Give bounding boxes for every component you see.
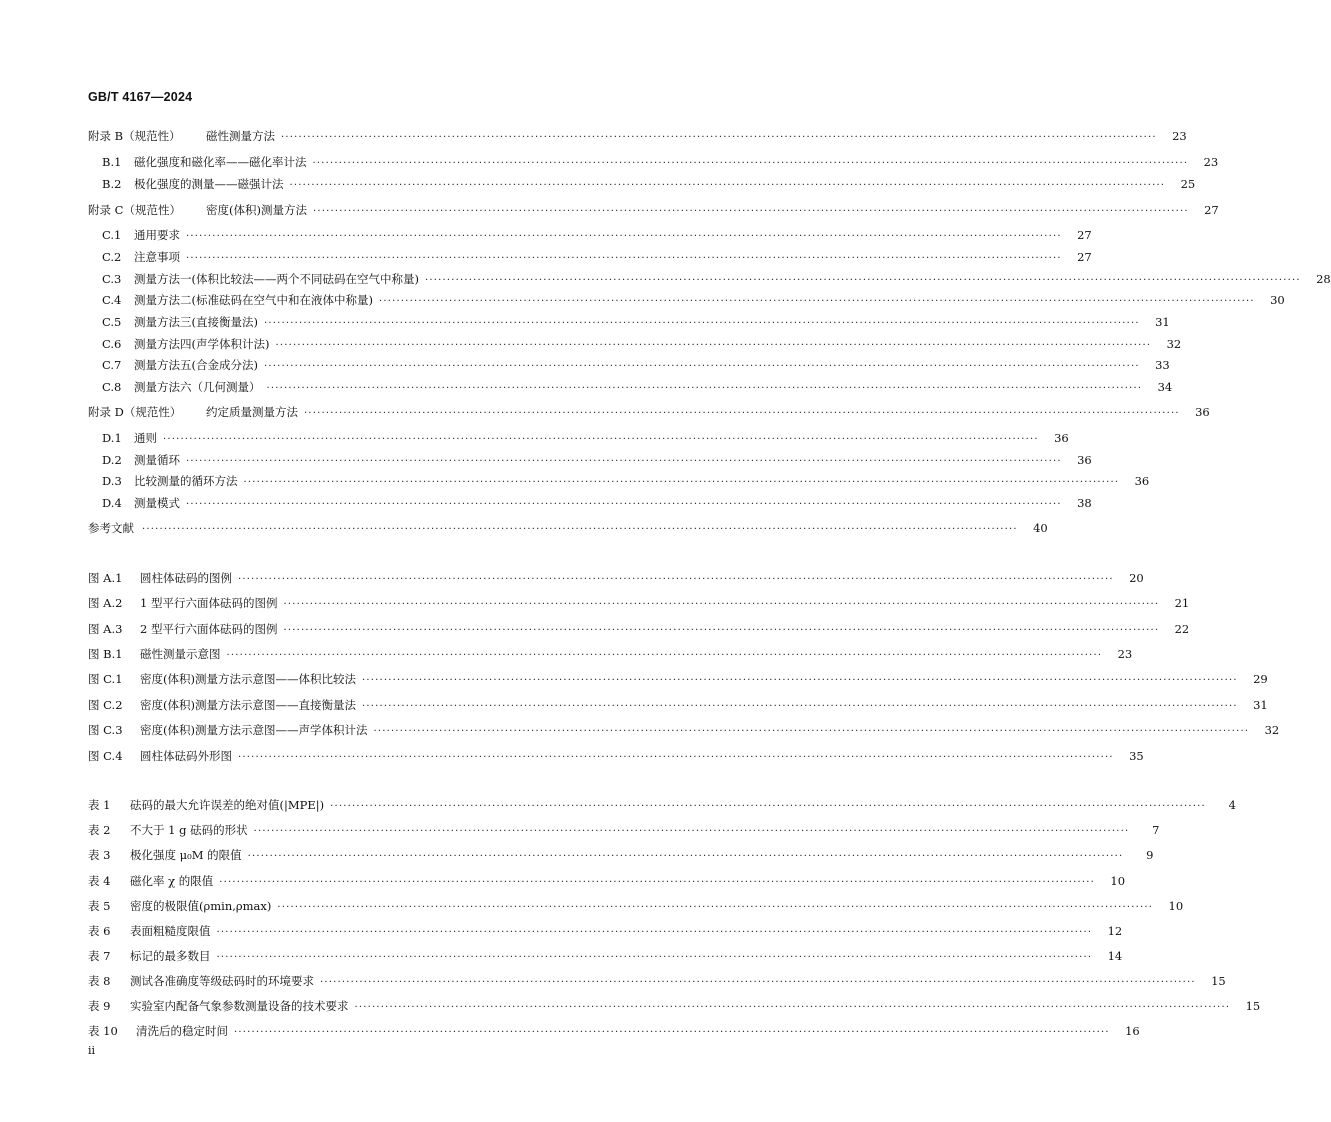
toc-entry-page: 34: [1157, 380, 1173, 394]
toc-entry[interactable]: [0, 569, 1144, 587]
toc-leader-dots: ········································································································································································································: [354, 1002, 1231, 1013]
toc-entry-number: 参考文献: [88, 521, 134, 535]
toc-leader-dots: ········································································································································································································: [216, 952, 1093, 963]
toc-entry-number: D.1: [102, 431, 122, 445]
toc-entry-page: 15: [1211, 974, 1226, 988]
toc-entry[interactable]: [0, 997, 1261, 1015]
toc-entry-page: 12: [1107, 924, 1123, 938]
toc-entry-title: 密度(体积)测量方法示意图——声学体积计法: [140, 723, 368, 737]
toc-entry-lead: [88, 721, 367, 739]
toc-leader-dots: ········································································································································································································: [263, 361, 1140, 372]
toc-entry-title: 1 型平行六面体砝码的图例: [140, 596, 278, 610]
toc-entry[interactable]: [0, 451, 1092, 469]
toc-entry-page: 35: [1129, 749, 1144, 763]
toc-entry-title: 测量方法六（几何测量）: [134, 380, 261, 394]
toc-leader-dots: ········································································································································································································: [266, 383, 1143, 394]
toc-entry-lead: [102, 291, 373, 309]
toc-entry-page: 23: [1117, 647, 1133, 661]
toc-entry[interactable]: [0, 201, 1219, 219]
toc-entry-lead: [88, 670, 356, 688]
toc-entry-page: 23: [1172, 129, 1187, 143]
toc-entry[interactable]: [0, 821, 1160, 839]
toc-entry[interactable]: [0, 846, 1154, 864]
page-number: ii: [88, 1044, 96, 1057]
toc-entry[interactable]: [0, 429, 1069, 447]
toc-entry-title: 密度(体积)测量方法示意图——体积比较法: [140, 672, 356, 686]
toc-entry-lead: [88, 594, 277, 612]
toc-entry-number: D.2: [102, 453, 122, 467]
toc-entry-number: 表 2: [88, 823, 111, 837]
toc-leader-dots: ········································································································································································································: [186, 456, 1062, 467]
toc-entry-lead: [88, 897, 271, 915]
toc-entry[interactable]: [0, 248, 1092, 266]
toc-entry-lead: [88, 747, 232, 765]
toc-entry-lead: [88, 201, 307, 219]
toc-entry-title: 密度的极限值(ρmin,ρmax): [130, 899, 272, 913]
toc-entry[interactable]: [0, 670, 1268, 688]
toc-entry-title: 测试各准确度等级砝码时的环境要求: [130, 974, 314, 988]
toc-leader-dots: ········································································································································································································: [253, 826, 1130, 837]
toc-entry-title: 清洗后的稳定时间: [136, 1024, 228, 1038]
toc-entry-title: 圆柱体砝码的图例: [140, 571, 232, 585]
toc-entry[interactable]: [0, 356, 1170, 374]
toc-entry[interactable]: [0, 519, 1048, 537]
toc-entry-title: 密度(体积)测量方法示意图——直接衡量法: [140, 698, 356, 712]
toc-leader-dots: ········································································································································································································: [281, 132, 1157, 143]
toc-entry-page: 23: [1203, 155, 1219, 169]
toc-entry-number: 图 C.1: [88, 672, 123, 686]
toc-entry[interactable]: [0, 796, 1236, 814]
toc-entry[interactable]: [0, 127, 1187, 145]
toc-entry-title: 测量方法三(直接衡量法): [134, 315, 258, 329]
toc-leader-dots: ········································································································································································································: [289, 180, 1166, 191]
toc-leader-dots: ········································································································································································································: [226, 650, 1103, 661]
toc-entry-title: 测量方法五(合金成分法): [134, 358, 258, 372]
toc-leader-dots: ········································································································································································································: [238, 574, 1114, 585]
toc-entry-number: 表 7: [88, 949, 111, 963]
toc-leader-dots: ········································································································································································································: [378, 296, 1255, 307]
standard-code: GB/T 4167—2024: [88, 90, 193, 104]
toc-leader-dots: ········································································································································································································: [219, 877, 1096, 888]
toc-entry-title: 极化强度的测量——磁强计法: [134, 177, 284, 191]
toc-entry-number: B.2: [102, 177, 122, 191]
toc-leader-dots: ········································································································································································································: [238, 752, 1114, 763]
toc-entry-title: 2 型平行六面体砝码的图例: [140, 622, 278, 636]
toc-leader-dots: ········································································································································································································: [163, 434, 1039, 445]
toc-entry-page: 29: [1253, 672, 1268, 686]
toc-entry-title: 标记的最多数目: [130, 949, 211, 963]
toc-entry-lead: [88, 569, 232, 587]
toc-leader-dots: ········································································································································································································: [361, 701, 1238, 712]
toc-entry-number: B.1: [102, 155, 122, 169]
toc-entry-lead: [88, 645, 221, 663]
toc-entry-page: 15: [1245, 999, 1261, 1013]
toc-leader-dots: ········································································································································································································: [320, 977, 1196, 988]
toc-leader-dots: ········································································································································································································: [234, 1027, 1110, 1038]
toc-entry-page: 10: [1168, 899, 1184, 913]
toc-entry-number: C.8: [102, 380, 122, 394]
toc-entry-lead: [102, 248, 180, 266]
toc-entry-title: 约定质量测量方法: [206, 405, 298, 419]
toc-entry-title: 通用要求: [134, 228, 180, 242]
toc-entry-number: 图 B.1: [88, 647, 123, 661]
toc-entry[interactable]: [0, 972, 1226, 990]
toc-entry[interactable]: [0, 403, 1210, 421]
toc-entry[interactable]: [0, 696, 1268, 714]
toc-entry-page: 9: [1146, 848, 1154, 862]
toc-entry-page: 32: [1264, 723, 1280, 737]
toc-entry-title: 比较测量的循环方法: [134, 474, 238, 488]
toc-entry[interactable]: [0, 378, 1173, 396]
toc-entry[interactable]: [0, 313, 1170, 331]
toc-entry-lead: [102, 335, 269, 353]
toc-entry-number: 图 A.2: [88, 596, 123, 610]
toc-entry-title: 圆柱体砝码外形图: [140, 749, 232, 763]
toc-entry-number: C.7: [102, 358, 122, 372]
toc-entry-lead: [102, 175, 284, 193]
toc-entry-number: C.6: [102, 337, 122, 351]
toc-entry-page: 21: [1174, 596, 1190, 610]
toc-entry-title: 测量方法二(标准砝码在空气中和在液体中称量): [134, 293, 373, 307]
toc-entry-page: 36: [1054, 431, 1069, 445]
toc-entry[interactable]: [0, 620, 1190, 638]
toc-entry[interactable]: [0, 1022, 1140, 1040]
toc-entry-lead: [102, 153, 307, 171]
toc-entry-lead: [88, 696, 356, 714]
toc-entry-lead: [88, 972, 314, 990]
toc-entry-title: 测量循环: [134, 453, 180, 467]
toc-entry-page: 22: [1174, 622, 1190, 636]
toc-leader-dots: ········································································································································································································: [275, 340, 1152, 351]
toc-leader-dots: ········································································································································································································: [373, 726, 1250, 737]
toc-entry-lead: [88, 872, 213, 890]
toc-entry[interactable]: [0, 291, 1285, 309]
toc-entry-number: 表 9: [88, 999, 111, 1013]
toc-entry-number: 附录 C（规范性）: [88, 203, 181, 217]
toc-entry-number: 表 4: [88, 874, 111, 888]
toc-entry-title: 密度(体积)测量方法: [206, 203, 307, 217]
toc-entry-number: 表 1: [88, 798, 111, 812]
toc-entry-lead: [102, 378, 261, 396]
toc-entry[interactable]: [0, 472, 1150, 490]
toc-entry-number: D.3: [102, 474, 122, 488]
toc-entry-lead: [102, 270, 419, 288]
toc-entry-title: 注意事项: [134, 250, 180, 264]
toc-entry-number: C.2: [102, 250, 122, 264]
toc-entry-page: 16: [1125, 1024, 1140, 1038]
toc-entry-title: 极化强度 μ₀M 的限值: [130, 848, 242, 862]
toc-entry-lead: [88, 846, 242, 864]
toc-leader-dots: ········································································································································································································: [263, 318, 1140, 329]
toc-entry-lead: [88, 1022, 228, 1040]
toc-entry-page: 33: [1155, 358, 1170, 372]
toc-entry[interactable]: [0, 335, 1182, 353]
toc-entry-page: 36: [1077, 453, 1092, 467]
toc-leader-dots: ········································································································································································································: [304, 408, 1180, 419]
toc-leader-dots: ········································································································································································································: [283, 599, 1160, 610]
toc-leader-dots: ········································································································································································································: [243, 477, 1120, 488]
toc-entry-number: 图 A.1: [88, 571, 123, 585]
toc-entry-page: 31: [1253, 698, 1268, 712]
toc-leader-dots: ········································································································································································································: [330, 801, 1206, 812]
toc-leader-dots: ········································································································································································································: [312, 206, 1189, 217]
toc-entry-page: 27: [1077, 250, 1092, 264]
toc-entry[interactable]: [0, 226, 1092, 244]
toc-leader-dots: ········································································································································································································: [247, 851, 1124, 862]
toc-entry-title: 通则: [134, 431, 157, 445]
toc-entry-page: 25: [1180, 177, 1196, 191]
toc-entry-title: 砝码的最大允许误差的绝对值(|MPE|): [130, 798, 325, 812]
toc-entry-number: 图 C.2: [88, 698, 123, 712]
toc-entry-number: 表 10: [88, 1024, 118, 1038]
toc-leader-dots: ········································································································································································································: [312, 158, 1189, 169]
toc-entry-page: 27: [1077, 228, 1092, 242]
toc-entry-number: 表 3: [88, 848, 111, 862]
toc-entry-lead: [102, 313, 258, 331]
toc-entry-title: 测量方法一(体积比较法——两个不同砝码在空气中称量): [134, 272, 419, 286]
toc-entry-lead: [88, 796, 324, 814]
toc-entry-page: 28: [1316, 272, 1331, 286]
toc-entry-number: 图 C.4: [88, 749, 123, 763]
toc-entry-lead: [88, 127, 275, 145]
toc-entry-number: C.3: [102, 272, 122, 286]
toc-entry-page: 31: [1155, 315, 1170, 329]
toc-entry-number: C.1: [102, 228, 122, 242]
toc-leader-dots: ········································································································································································································: [277, 902, 1154, 913]
toc-entry-page: 14: [1107, 949, 1123, 963]
toc-entry[interactable]: [0, 494, 1092, 512]
toc-entry-title: 磁化率 χ 的限值: [130, 874, 214, 888]
toc-entry-lead: [88, 403, 298, 421]
toc-entry-number: 附录 D（规范性）: [88, 405, 182, 419]
toc-entry[interactable]: [0, 175, 1196, 193]
toc-entry[interactable]: [0, 270, 1331, 288]
toc-entry-number: 图 A.3: [88, 622, 123, 636]
toc-leader-dots: ········································································································································································································: [424, 275, 1301, 286]
toc-entry-number: C.4: [102, 293, 122, 307]
toc-entry[interactable]: [0, 153, 1219, 171]
toc-leader-dots: ········································································································································································································: [283, 625, 1160, 636]
toc-entry-number: D.4: [102, 496, 122, 510]
toc-entry-number: 表 8: [88, 974, 111, 988]
toc-leader-dots: ········································································································································································································: [216, 927, 1093, 938]
toc-leader-dots: ········································································································································································································: [186, 253, 1062, 264]
toc-leader-dots: ········································································································································································································: [142, 524, 1018, 535]
toc-entry-page: 36: [1134, 474, 1150, 488]
toc-entry-page: 20: [1129, 571, 1144, 585]
toc-entry-number: 表 5: [88, 899, 111, 913]
toc-entry-page: 10: [1110, 874, 1126, 888]
toc-leader-dots: ········································································································································································································: [361, 675, 1238, 686]
toc-entry-lead: [88, 519, 136, 537]
toc-entry-page: 32: [1166, 337, 1182, 351]
toc-entry-lead: [88, 922, 211, 940]
toc-entry-lead: [88, 947, 211, 965]
toc-entry-page: 7: [1152, 823, 1160, 837]
toc-leader-dots: ········································································································································································································: [186, 231, 1062, 242]
toc-entry-lead: [102, 429, 157, 447]
toc-entry-page: 30: [1270, 293, 1285, 307]
toc-entry-number: C.5: [102, 315, 122, 329]
toc-entry[interactable]: [0, 747, 1144, 765]
toc-entry[interactable]: [0, 922, 1123, 940]
toc-entry-title: 磁化强度和磁化率——磁化率计法: [134, 155, 307, 169]
toc-entry-number: 图 C.3: [88, 723, 123, 737]
toc-entry-title: 测量方法四(声学体积计法): [134, 337, 270, 351]
toc-entry-title: 表面粗糙度限值: [130, 924, 211, 938]
toc-entry-page: 36: [1195, 405, 1210, 419]
toc-entry[interactable]: [0, 947, 1123, 965]
toc-entry-title: 测量模式: [134, 496, 180, 510]
toc-entry[interactable]: [0, 897, 1184, 915]
toc-entry-lead: [88, 620, 277, 638]
toc-entry-title: 不大于 1 g 砝码的形状: [130, 823, 248, 837]
toc-entry-title: 实验室内配备气象参数测量设备的技术要求: [130, 999, 349, 1013]
toc-entry-title: 磁性测量示意图: [140, 647, 221, 661]
toc-entry[interactable]: [0, 594, 1190, 612]
toc-entry-number: 表 6: [88, 924, 111, 938]
toc-entry[interactable]: [0, 721, 1280, 739]
toc-entry-lead: [102, 494, 180, 512]
toc-entry-lead: [102, 356, 258, 374]
toc-entry-lead: [102, 472, 238, 490]
toc-entry-page: 40: [1033, 521, 1048, 535]
toc-entry-title: 磁性测量方法: [206, 129, 275, 143]
toc-entry-lead: [102, 451, 180, 469]
toc-entry-lead: [102, 226, 180, 244]
toc-entry-page: 27: [1204, 203, 1219, 217]
toc-entry-number: 附录 B（规范性）: [88, 129, 181, 143]
toc-entry-page: 4: [1228, 798, 1236, 812]
toc-entry-lead: [88, 821, 248, 839]
toc-entry[interactable]: [0, 645, 1133, 663]
toc-entry-page: 38: [1077, 496, 1092, 510]
toc-entry[interactable]: [0, 872, 1126, 890]
toc-entry-lead: [88, 997, 349, 1015]
toc-leader-dots: ········································································································································································································: [186, 499, 1062, 510]
